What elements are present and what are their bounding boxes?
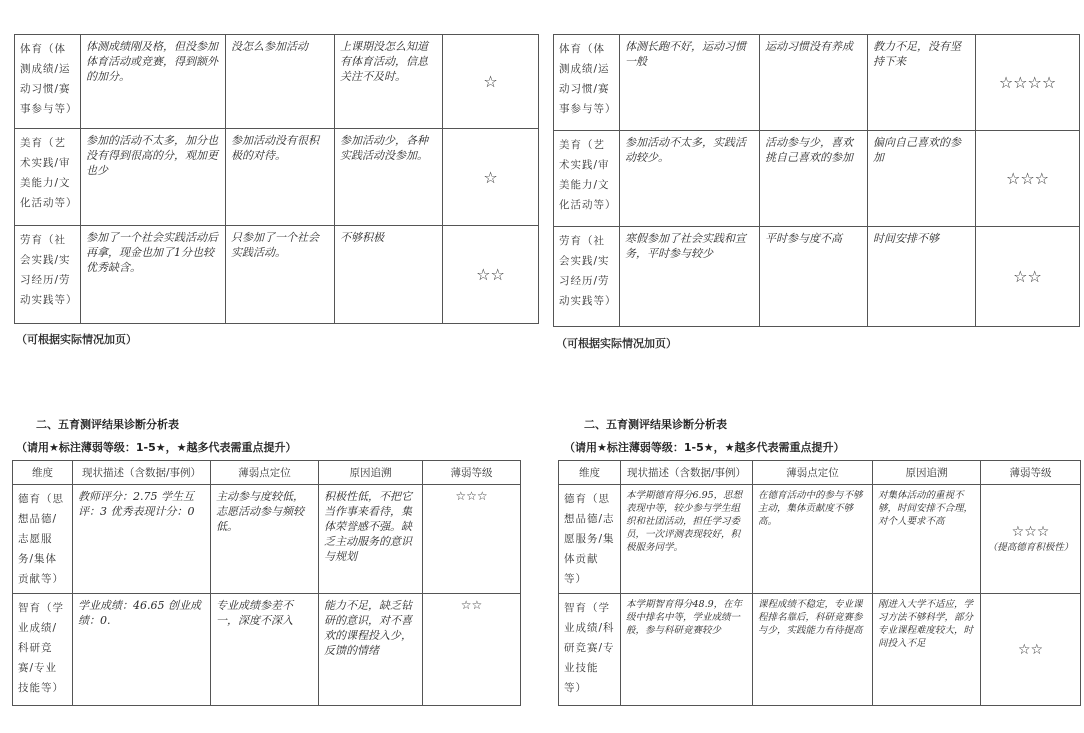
top-right-table-wrapper: [553, 34, 1080, 327]
weakness-cell: 在德育活动中的参与不够主动，集体贡献度不够高。: [753, 485, 873, 594]
instruction-text: （请用★标注薄弱等级：1-5★，★越多代表需重点提升）: [16, 441, 297, 454]
cause-cell: 积极性低，不把它当作事来看待，集体荣誉感不强。缺乏主动服务的意识与规划: [319, 485, 423, 594]
table-row: [554, 131, 1080, 227]
status-cell: 参加了一个社会实践活动后再拿，现金也加了1分也较优秀缺含。: [81, 226, 226, 324]
bottom-left-table: [12, 460, 521, 706]
header-status: 现状描述（含数据/事例）: [73, 461, 211, 485]
table-row: [13, 594, 521, 706]
header-cause: 原因追溯: [319, 461, 423, 485]
dimension-cell: 美育（艺术实践/审美能力/文化活动等）: [554, 131, 620, 227]
weakness-level-stars: ☆☆: [976, 227, 1080, 327]
cause-cell: 不够积极: [335, 226, 443, 324]
cause-cell: 能力不足，缺乏钻研的意识，对不喜欢的课程投入少，反馈的情绪: [319, 594, 423, 706]
weakness-cell: 专业成绩参差不一，深度不深入: [211, 594, 319, 706]
cause-cell: 教力不足，没有坚持下来: [868, 35, 976, 131]
instruction-text: （请用★标注薄弱等级：1-5★，★越多代表需重点提升）: [564, 441, 845, 454]
table-row: [13, 485, 521, 594]
weakness-level-note: （提高德育积极性）: [987, 541, 1074, 553]
top-left-table: [14, 34, 539, 324]
status-cell: 本学期德育得分6.95，思想表现中等，较少参与学生组织和社团活动，担任学习委员，一次评测表现较好，积极服务同学。: [621, 485, 753, 594]
table-header-row: [559, 461, 1081, 485]
weakness-cell: 活动参与少，喜欢挑自己喜欢的参加: [760, 131, 868, 227]
dimension-cell: 体育（体测成绩/运动习惯/赛事参与等）: [554, 35, 620, 131]
weakness-level-stars: ☆: [443, 129, 539, 226]
dimension-cell: 德育（思想品德/志愿服务/集体贡献等）: [559, 485, 621, 594]
weakness-cell: 只参加了一个社会实践活动。: [226, 226, 335, 324]
weakness-cell: 课程成绩不稳定，专业课程排名靠后，科研竞赛参与少，实践能力有待提高: [753, 594, 873, 706]
table-row: [15, 226, 539, 324]
dimension-cell: 智育（学业成绩/科研竞赛/专业技能等）: [559, 594, 621, 706]
top-left-table-wrapper: [14, 34, 539, 324]
dimension-cell: 劳育（社会实践/实习经历/劳动实践等）: [15, 226, 81, 324]
table-row: [554, 35, 1080, 131]
status-cell: 寒假参加了社会实践和宣务，平时参与较少: [620, 227, 760, 327]
add-page-note: （可根据实际情况加页）: [16, 333, 137, 346]
bottom-right-table-wrapper: [558, 460, 1081, 706]
weakness-level-stars: ☆☆☆: [423, 485, 521, 594]
table-row: [15, 35, 539, 129]
section-title: 二、五育测评结果诊断分析表: [36, 418, 179, 431]
section-title: 二、五育测评结果诊断分析表: [584, 418, 727, 431]
weakness-cell: 主动参与度较低，志愿活动参与频较低。: [211, 485, 319, 594]
table-row: [15, 129, 539, 226]
cause-cell: 参加活动少，各种实践活动没参加。: [335, 129, 443, 226]
dimension-cell: 体育（体测成绩/运动习惯/赛事参与等）: [15, 35, 81, 129]
bottom-right-table: [558, 460, 1081, 706]
cause-cell: 对集体活动的重视不够，时间安排不合理，对个人要求不高: [873, 485, 981, 594]
table-header-row: [13, 461, 521, 485]
weakness-cell: 运动习惯没有养成: [760, 35, 868, 131]
status-cell: 体测成绩刚及格，但没参加体育活动或竞赛，得到额外的加分。: [81, 35, 226, 129]
weakness-level-cell: [981, 485, 1081, 594]
header-weakness: 薄弱点定位: [211, 461, 319, 485]
table-row: [559, 594, 1081, 706]
header-level: 薄弱等级: [423, 461, 521, 485]
weakness-level-stars: ☆☆: [443, 226, 539, 324]
status-cell: 参加的活动不太多，加分也没有得到很高的分，观加更也少: [81, 129, 226, 226]
table-row: [559, 485, 1081, 594]
add-page-note: （可根据实际情况加页）: [556, 337, 677, 350]
dimension-cell: 美育（艺术实践/审美能力/文化活动等）: [15, 129, 81, 226]
header-cause: 原因追溯: [873, 461, 981, 485]
bottom-left-table-wrapper: [12, 460, 521, 706]
status-cell: 参加活动不太多，实践活动较少。: [620, 131, 760, 227]
dimension-cell: 智育（学业成绩/科研竞赛/专业技能等）: [13, 594, 73, 706]
cause-cell: 刚进入大学不适应，学习方法不够科学，部分专业课程难度较大，时间投入不足: [873, 594, 981, 706]
dimension-cell: 劳育（社会实践/实习经历/劳动实践等）: [554, 227, 620, 327]
cause-cell: 偏向自己喜欢的参加: [868, 131, 976, 227]
status-cell: 体测长跑不好，运动习惯一般: [620, 35, 760, 131]
weakness-level-stars: ☆☆☆: [976, 131, 1080, 227]
weakness-cell: 参加活动没有很积极的对待。: [226, 129, 335, 226]
cause-cell: 时间安排不够: [868, 227, 976, 327]
weakness-level-stars: ☆☆☆☆: [976, 35, 1080, 131]
header-dimension: 维度: [13, 461, 73, 485]
status-cell: 教师评分：2.75 学生互评：3 优秀表现计分：0: [73, 485, 211, 594]
table-row: [554, 227, 1080, 327]
status-cell: 本学期智育得分48.9，在年级中排名中等，学业成绩一般，参与科研竞赛较少: [621, 594, 753, 706]
status-cell: 学业成绩：46.65 创业成绩：0.: [73, 594, 211, 706]
weakness-cell: 平时参与度不高: [760, 227, 868, 327]
weakness-level-stars: ☆☆: [981, 594, 1081, 706]
weakness-level-stars: ☆☆: [423, 594, 521, 706]
top-right-table: [553, 34, 1080, 327]
weakness-cell: 没怎么参加活动: [226, 35, 335, 129]
cause-cell: 上课期没怎么知道有体育活动，信息关注不及时。: [335, 35, 443, 129]
header-status: 现状描述（含数据/事例）: [621, 461, 753, 485]
header-level: 薄弱等级: [981, 461, 1081, 485]
header-dimension: 维度: [559, 461, 621, 485]
weakness-level-stars: ☆☆☆: [1011, 523, 1050, 540]
header-weakness: 薄弱点定位: [753, 461, 873, 485]
weakness-level-stars: ☆: [443, 35, 539, 129]
dimension-cell: 德育（思想品德/志愿服务/集体贡献等）: [13, 485, 73, 594]
